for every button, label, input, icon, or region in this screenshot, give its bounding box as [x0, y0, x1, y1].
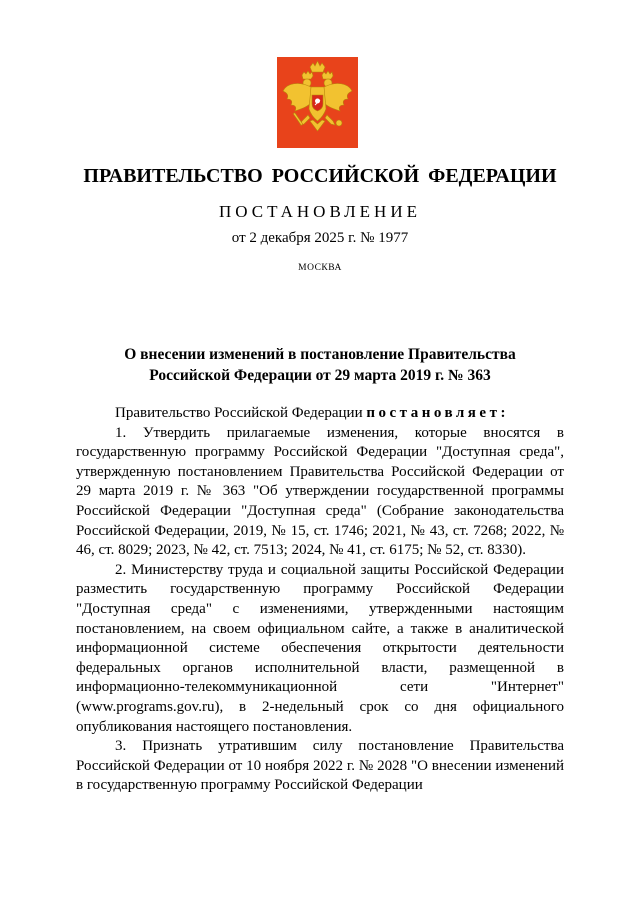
document-type: ПОСТАНОВЛЕНИЕ — [218, 202, 421, 221]
coat-of-arms-emblem — [277, 57, 358, 148]
title-line: О внесении изменений в постановление Правительства — [124, 346, 516, 363]
clause-3-paragraph: 3. Признать утратившим силу постановление Правительства Российской Федерации от 10 ноября 2022 г. № 2028 "О внесении изменений в государственную программу Российской Федерации — [76, 738, 564, 794]
double-headed-eagle-icon — [277, 57, 358, 148]
document-date-number: от 2 декабря 2025 г. № 1977 — [231, 230, 409, 246]
preamble-text: Правительство Российской Федерации — [115, 405, 363, 421]
preamble-decision-word: постановляет: — [366, 405, 509, 421]
preamble-paragraph — [76, 404, 564, 424]
title-line: Российской Федерации от 29 марта 2019 г. № 363 — [149, 367, 491, 384]
document-city: МОСКВА — [298, 263, 342, 273]
document-body — [76, 404, 564, 796]
document-title — [0, 344, 640, 386]
clause-2-paragraph: 2. Министерству труда и социальной защиты Российской Федерации разместить государственную программу Российской Федерации "Доступная среда" с изменениями, утвержденными настоящим постановлением, на своем официальном сайте, а также в аналитической информационной системе обеспечения открытости деятельности федеральных органов исполнительной власти, размещенной в информационно-телекоммуникационной сети "Интернет" (www.programs.gov.ru), в 2-недельный срок со дня официального опубликования настоящего постановления. — [76, 561, 564, 735]
government-name: ПРАВИТЕЛЬСТВО РОССИЙСКОЙ ФЕДЕРАЦИИ — [83, 165, 557, 187]
clause-1-paragraph: 1. Утвердить прилагаемые изменения, которые вносятся в государственную программу Российской Федерации "Доступная среда", утвержденную постановлением Правительства Российской Федерации от 29 марта 2019 г. № 363 "Об утверждении государственной программы Российской Федерации "Доступная среда" (Собрание законодательства Российской Федерации, 2019, № 15, ст. 1746; 2021, № 43, ст. 7268; 2022, № 46, ст. 8029; 2023, № 42, ст. 7513; 2024, № 41, ст. 6175; № 52, ст. 8330). — [76, 424, 564, 559]
